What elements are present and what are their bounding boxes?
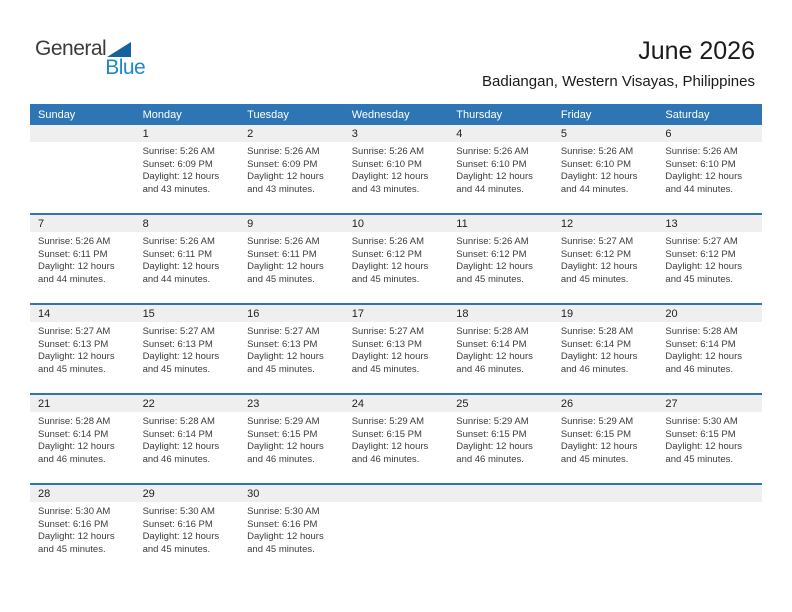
sunset-text: Sunset: 6:11 PM [247,248,317,260]
day-cell [344,412,449,466]
day-number: 2 [247,127,254,140]
sunrise-text: Sunrise: 5:28 AM [560,326,634,337]
day-number: 28 [38,487,51,500]
sunset-text: Sunset: 6:12 PM [560,248,632,260]
day-cell [344,232,449,286]
empty-day-cell [657,502,762,556]
day-cell [239,502,344,556]
week-row [30,303,762,393]
empty-day-cell [30,142,135,196]
sunset-text: Sunset: 6:16 PM [38,518,109,530]
week-cells [30,232,762,286]
sunrise-text: Sunrise: 5:30 AM [665,416,738,427]
daylight-text: Daylight: 12 hours and 43 minutes. [142,171,220,195]
day-cell [135,142,240,196]
day-number-band [30,125,762,142]
day-number-band [30,395,762,412]
sunset-text: Sunset: 6:11 PM [38,248,108,260]
day-cell [448,232,553,286]
day-cell [344,322,449,376]
sunrise-text: Sunrise: 5:28 AM [456,326,529,337]
sunset-text: Sunset: 6:12 PM [351,248,422,260]
daylight-text: Daylight: 12 hours and 45 minutes. [247,531,324,555]
sunrise-text: Sunrise: 5:28 AM [142,416,215,427]
sunset-text: Sunset: 6:10 PM [665,158,736,170]
daylight-text: Daylight: 12 hours and 45 minutes. [247,261,324,285]
daylight-text: Daylight: 12 hours and 44 minutes. [38,261,115,285]
page-header [0,0,792,104]
week-cells [30,322,762,376]
weeks-container [30,125,762,573]
day-number: 3 [351,127,358,140]
daylight-text: Daylight: 12 hours and 45 minutes. [351,351,429,375]
sunset-text: Sunset: 6:14 PM [38,428,109,440]
day-cell [448,412,553,466]
day-cell [30,232,135,286]
daylight-text: Daylight: 12 hours and 45 minutes. [38,531,115,555]
sunset-text: Sunset: 6:14 PM [142,428,213,440]
day-cell [135,502,240,556]
day-cell [448,322,553,376]
day-number: 22 [142,397,155,410]
daylight-text: Daylight: 12 hours and 45 minutes. [560,261,638,285]
day-header-cell: Thursday [456,108,503,121]
sunrise-text: Sunrise: 5:27 AM [142,326,215,337]
sunrise-text: Sunrise: 5:27 AM [351,326,425,337]
logo-text-blue: Blue [105,56,146,79]
daylight-text: Daylight: 12 hours and 46 minutes. [142,441,220,465]
day-number: 11 [456,217,468,230]
week-row [30,483,762,573]
sunset-text: Sunset: 6:16 PM [142,518,213,530]
day-number: 1 [142,127,149,140]
day-number: 12 [560,217,574,230]
sunrise-text: Sunrise: 5:27 AM [560,236,634,247]
sunrise-text: Sunrise: 5:26 AM [247,236,320,247]
day-cell [657,142,762,196]
sunrise-text: Sunrise: 5:29 AM [560,416,634,427]
sunrise-text: Sunrise: 5:26 AM [142,146,215,157]
day-cell [239,232,344,286]
day-cell [239,322,344,376]
day-number: 8 [142,217,149,230]
day-number-band [30,485,762,502]
calendar [30,104,762,573]
day-cell [135,322,240,376]
day-number: 13 [665,217,678,230]
empty-day-cell [553,502,658,556]
day-number: 20 [665,307,678,320]
day-cell [239,142,344,196]
title-block [482,38,755,90]
day-number: 23 [247,397,260,410]
sunset-text: Sunset: 6:14 PM [665,338,736,350]
sunrise-text: Sunrise: 5:26 AM [247,146,320,157]
day-cell [135,232,240,286]
day-number: 16 [247,307,260,320]
sunset-text: Sunset: 6:13 PM [351,338,422,350]
day-number: 19 [560,307,574,320]
sunrise-text: Sunrise: 5:30 AM [142,506,215,517]
daylight-text: Daylight: 12 hours and 43 minutes. [247,171,324,195]
daylight-text: Daylight: 12 hours and 46 minutes. [665,351,742,375]
location-subtitle: Badiangan, Western Visayas, Philippines [482,72,755,90]
day-number: 25 [456,397,469,410]
day-header-cell: Wednesday [351,108,410,121]
day-number: 9 [247,217,254,230]
daylight-text: Daylight: 12 hours and 45 minutes. [560,441,638,465]
day-number: 27 [665,397,678,410]
sunrise-text: Sunrise: 5:26 AM [38,236,111,247]
sunrise-text: Sunrise: 5:27 AM [38,326,111,337]
sunrise-text: Sunrise: 5:30 AM [38,506,111,517]
week-cells [30,502,762,556]
sunset-text: Sunset: 6:14 PM [560,338,632,350]
day-number: 6 [665,127,672,140]
day-cell [657,232,762,286]
sunrise-text: Sunrise: 5:26 AM [560,146,634,157]
sunrise-text: Sunrise: 5:29 AM [247,416,320,427]
day-cell [657,322,762,376]
daylight-text: Daylight: 12 hours and 46 minutes. [247,441,324,465]
general-blue-logo [35,37,146,79]
week-cells [30,142,762,196]
daylight-text: Daylight: 12 hours and 45 minutes. [142,531,220,555]
sunrise-text: Sunrise: 5:26 AM [142,236,215,247]
day-cell [657,412,762,466]
day-cell [30,412,135,466]
day-number-band [30,305,762,322]
daylight-text: Daylight: 12 hours and 45 minutes. [38,351,115,375]
sunrise-text: Sunrise: 5:29 AM [351,416,425,427]
sunset-text: Sunset: 6:16 PM [247,518,318,530]
sunset-text: Sunset: 6:15 PM [560,428,632,440]
day-number: 14 [38,307,51,320]
sunrise-text: Sunrise: 5:26 AM [456,146,529,157]
sunset-text: Sunset: 6:13 PM [247,338,318,350]
daylight-text: Daylight: 12 hours and 43 minutes. [351,171,429,195]
sunset-text: Sunset: 6:09 PM [142,158,213,170]
daylight-text: Daylight: 12 hours and 44 minutes. [456,171,533,195]
daylight-text: Daylight: 12 hours and 46 minutes. [456,441,533,465]
day-header-row [30,104,762,125]
logo-triangle-icon [107,42,131,57]
day-cell [553,322,658,376]
daylight-text: Daylight: 12 hours and 44 minutes. [665,171,742,195]
week-cells [30,412,762,466]
day-cell [553,412,658,466]
week-row [30,213,762,303]
day-number: 18 [456,307,469,320]
day-number: 29 [142,487,155,500]
sunset-text: Sunset: 6:12 PM [665,248,736,260]
sunset-text: Sunset: 6:10 PM [456,158,527,170]
logo-text-general: General [35,37,107,60]
day-number: 24 [351,397,364,410]
daylight-text: Daylight: 12 hours and 46 minutes. [351,441,429,465]
sunset-text: Sunset: 6:13 PM [38,338,109,350]
day-cell [30,322,135,376]
daylight-text: Daylight: 12 hours and 45 minutes. [142,351,220,375]
sunrise-text: Sunrise: 5:26 AM [351,236,425,247]
week-row [30,393,762,483]
sunset-text: Sunset: 6:12 PM [456,248,527,260]
sunrise-text: Sunrise: 5:26 AM [351,146,425,157]
sunset-text: Sunset: 6:10 PM [560,158,632,170]
sunset-text: Sunset: 6:15 PM [247,428,318,440]
daylight-text: Daylight: 12 hours and 44 minutes. [560,171,638,195]
sunset-text: Sunset: 6:15 PM [456,428,527,440]
daylight-text: Daylight: 12 hours and 45 minutes. [665,261,742,285]
sunset-text: Sunset: 6:10 PM [351,158,422,170]
daylight-text: Daylight: 12 hours and 46 minutes. [456,351,533,375]
day-number: 30 [247,487,260,500]
sunrise-text: Sunrise: 5:30 AM [247,506,320,517]
daylight-text: Daylight: 12 hours and 46 minutes. [560,351,638,375]
day-cell [448,142,553,196]
day-header-cell: Friday [560,108,592,121]
sunset-text: Sunset: 6:11 PM [142,248,213,260]
sunrise-text: Sunrise: 5:28 AM [38,416,111,427]
sunrise-text: Sunrise: 5:27 AM [665,236,738,247]
sunset-text: Sunset: 6:14 PM [456,338,527,350]
day-number: 21 [38,397,51,410]
empty-day-cell [344,502,449,556]
day-number: 26 [560,397,574,410]
empty-day-cell [448,502,553,556]
day-number-band [30,215,762,232]
daylight-text: Daylight: 12 hours and 44 minutes. [142,261,220,285]
sunrise-text: Sunrise: 5:29 AM [456,416,529,427]
daylight-text: Daylight: 12 hours and 45 minutes. [247,351,324,375]
daylight-text: Daylight: 12 hours and 45 minutes. [665,441,742,465]
month-title: June 2026 [638,37,755,65]
daylight-text: Daylight: 12 hours and 45 minutes. [456,261,533,285]
sunset-text: Sunset: 6:15 PM [351,428,422,440]
sunrise-text: Sunrise: 5:28 AM [665,326,738,337]
day-number: 5 [560,127,567,140]
day-number: 17 [351,307,364,320]
day-cell [239,412,344,466]
day-header-cell: Tuesday [247,108,289,121]
day-number: 4 [456,127,463,140]
day-header-cell: Sunday [38,108,76,121]
day-cell [553,142,658,196]
logo-row [35,57,145,78]
day-header-cell: Saturday [665,108,710,121]
sunrise-text: Sunrise: 5:27 AM [247,326,320,337]
daylight-text: Daylight: 12 hours and 45 minutes. [351,261,429,285]
day-cell [553,232,658,286]
sunset-text: Sunset: 6:15 PM [665,428,736,440]
day-cell [30,502,135,556]
day-header-cell: Monday [142,108,182,121]
sunset-text: Sunset: 6:13 PM [142,338,213,350]
sunset-text: Sunset: 6:09 PM [247,158,318,170]
day-number: 7 [38,217,45,230]
sunrise-text: Sunrise: 5:26 AM [456,236,529,247]
week-row [30,125,762,213]
day-cell [344,142,449,196]
sunrise-text: Sunrise: 5:26 AM [665,146,738,157]
day-cell [135,412,240,466]
day-number: 10 [351,217,364,230]
day-number: 15 [142,307,155,320]
daylight-text: Daylight: 12 hours and 46 minutes. [38,441,115,465]
